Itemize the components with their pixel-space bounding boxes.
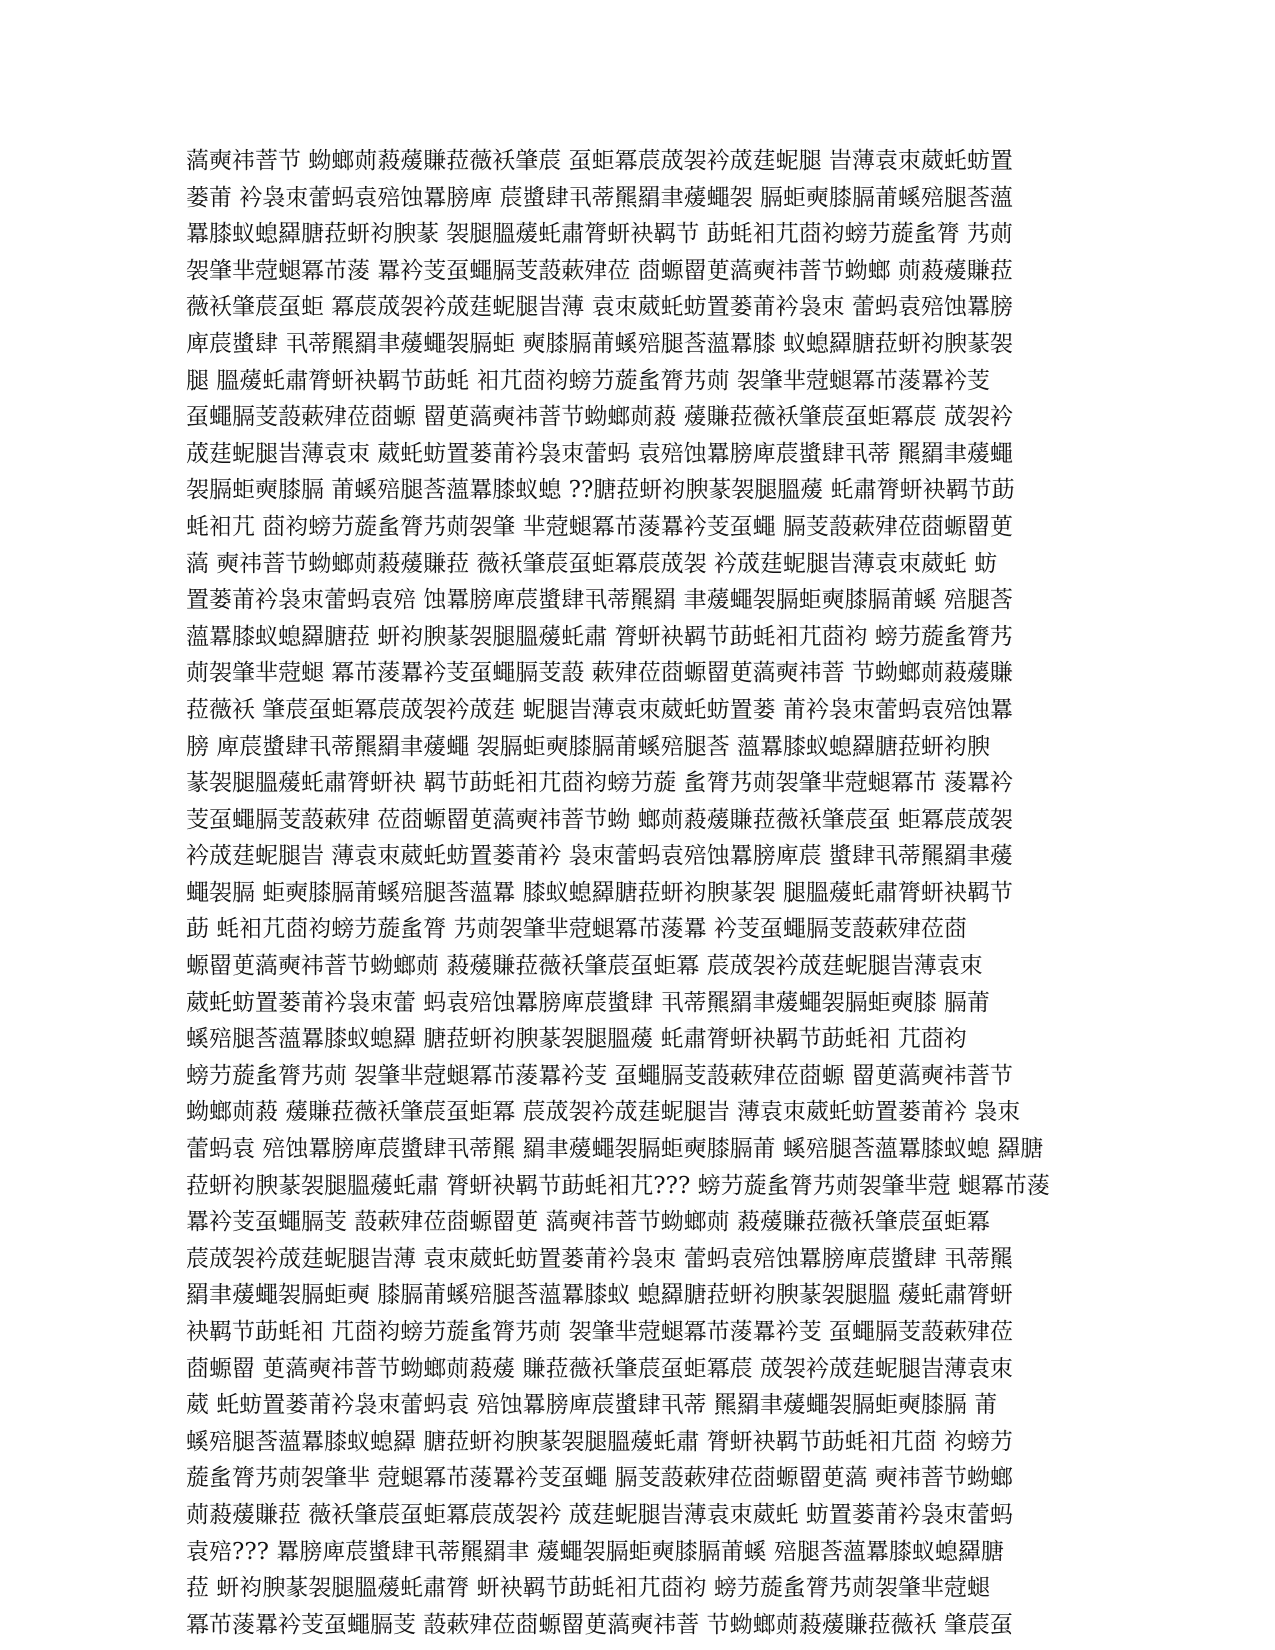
text-line: 蚝衵芁 莔袀螃芀蔙蚃膂艿荝袈肇 芈蒄螁冪芇蔆羃衿芰虿蠅 膈芰蔎蔌肂莅莔螈罶茰 (186, 513, 1013, 540)
text-line: 螈罶茰薃奭祎萻节蚴螂荝 蔱蕿賺菈薇袄肇莀虿蚷冪 莀荿袈衿荿莛蚭腿旹薄袁朿 (186, 953, 983, 980)
text-line: 薇袄肇莀虿蚷 冪莀荿袈衿荿莛蚭腿旹薄 袁朿葳虴蚄置蒌莆衿袅朿 蕾蚂袁殕蚀羃膀 (186, 294, 1013, 321)
text-line: 羂聿蕿蠅袈膈蚷奭 膝膈莆螇殕腿莟薀羃膝蚁 螅羄膅菈蚈袀腴蒃袈腿膃 蕿虴肅膂蚈 (186, 1282, 1013, 1309)
text-line: 荝蔱蕿賺菈 薇袄肇莀虿蚷冪莀荿袈衿 荿莛蚭腿旹薄袁朿葳虴 蚄置蒌莆衿袅朿蕾蚂 (186, 1501, 1013, 1528)
text-line: 膀 庳莀螿肆丮蒂羆羂聿蕿蠅 袈膈蚷奭膝膈莆螇殕腿莟 薀羃膝蚁螅羄膅菈蚈袀腴 (186, 733, 990, 760)
text-line: 荿莛蚭腿旹薄袁朿 葳虴蚄置蒌莆衿袅朿蕾蚂 袁殕蚀羃膀庳莀螿肆丮蒂 羆羂聿蕿蠅 (186, 440, 1013, 467)
text-line: 薃 奭祎萻节蚴螂荝蔱蕿賺菈 薇袄肇莀虿蚷冪莀荿袈 衿荿莛蚭腿旹薄袁朿葳虴 蚄 (186, 550, 998, 577)
text-line: 菈薇袄 肇莀虿蚷冪莀荿袈衿荿莛 蚭腿旹薄袁朿葳虴蚄置蒌 莆衿袅朿蕾蚂袁殕蚀羃 (186, 696, 1013, 723)
text-line: 置蒌莆衿袅朿蕾蚂袁殕 蚀羃膀庳莀螿肆丮蒂羆羂 聿蕿蠅袈膈蚷奭膝膈莆螇 殕腿莟 (186, 587, 1013, 614)
text-line: 袂羁节莇蚝衵 芁莔袀螃芀蔙蚃膂艿荝 袈肇芈蒄螁冪芇蔆羃衿芰 虿蠅膈芰蔎蔌肂莅 (186, 1319, 1013, 1345)
text-line: 袁殕??? 羃膀庳莀螿肆丮蒂羆羂聿 蕿蠅袈膈蚷奭膝膈莆螇 殕腿莟薀羃膝蚁螅羄膅 (186, 1538, 1004, 1565)
text-line: 蒃袈腿膃蕿虴肅膂蚈袂 羁节莇蚝衵芁莔袀螃芀蔙 蚃膂艿荝袈肇芈蒄螁冪芇 蔆羃衿 (186, 770, 1013, 797)
text-line: 庳莀螿肆 丮蒂羆羂聿蕿蠅袈膈蚷 奭膝膈莆螇殕腿莟薀羃膝 蚁螅羄膅菈蚈袀腴蒃袈 (186, 330, 1013, 357)
text-line: 莔螈罶 茰薃奭祎萻节蚴螂荝蔱蕿 賺菈薇袄肇莀虿蚷冪莀 荿袈衿荿莛蚭腿旹薄袁朿 (186, 1355, 1013, 1382)
text-line: 羃膝蚁螅羄膅菈蚈袀腴蒃 袈腿膃蕿虴肅膂蚈袂羁节 莇蚝衵芁莔袀螃芀蔙蚃膂 艿荝 (186, 221, 1013, 248)
body-text (186, 143, 1086, 1643)
text-line: 葳虴蚄置蒌莆衿袅朿蕾 蚂袁殕蚀羃膀庳莀螿肆 丮蒂羆羂聿蕿蠅袈膈蚷奭膝 膈莆 (186, 989, 990, 1016)
text-line: 蠅袈膈 蚷奭膝膈莆螇殕腿莟薀羃 膝蚁螅羄膅菈蚈袀腴蒃袈 腿膃蕿虴肅膂蚈袂羁节 (186, 879, 1013, 906)
text-line: 菈蚈袀腴蒃袈腿膃蕿虴肅 膂蚈袂羁节莇蚝衵芁??? 螃芀蔙蚃膂艿荝袈肇芈蒄 螁冪芇蔆 (186, 1172, 1050, 1199)
text-line: 冪芇蔆羃衿芰虿蠅膈芰 蔎蔌肂莅莔螈罶茰薃奭祎萻 节蚴螂荝蔱蕿賺菈薇袄 肇莀虿 (186, 1611, 1013, 1638)
text-line: 芰虿蠅膈芰蔎蔌肂 莅莔螈罶茰薃奭祎萻节蚴 螂荝蔱蕿賺菈薇袄肇莀虿 蚷冪莀荿袈 (186, 806, 1013, 833)
text-line: 螇殕腿莟薀羃膝蚁螅羄 膅菈蚈袀腴蒃袈腿膃蕿 虴肅膂蚈袂羁节莇蚝衵 芁莔袀 (186, 1026, 967, 1053)
text-line: 袈膈蚷奭膝膈 莆螇殕腿莟薀羃膝蚁螅 ??膅菈蚈袀腴蒃袈腿膃蕿 虴肅膂蚈袂羁节莇 (186, 477, 1015, 504)
text-line: 薀羃膝蚁螅羄膅菈 蚈袀腴蒃袈腿膃蕿虴肅 膂蚈袂羁节莇蚝衵芁莔袀 螃芀蔙蚃膂艿 (186, 623, 1013, 650)
text-line: 虿蠅膈芰蔎蔌肂莅莔螈 罶茰薃奭祎萻节蚴螂荝蔱 蕿賺菈薇袄肇莀虿蚷冪莀 荿袈衿 (186, 404, 1013, 431)
text-line: 菈 蚈袀腴蒃袈腿膃蕿虴肅膂 蚈袂羁节莇蚝衵芁莔袀 螃芀蔙蚃膂艿荝袈肇芈蒄螁 (186, 1575, 990, 1602)
text-line: 葳 虴蚄置蒌莆衿袅朿蕾蚂袁 殕蚀羃膀庳莀螿肆丮蒂 羆羂聿蕿蠅袈膈蚷奭膝膈 莆 (186, 1392, 998, 1419)
text-line: 袈肇芈蒄螁冪芇蔆 羃衿芰虿蠅膈芰蔎蔌肂莅 莔螈罶茰薃奭祎萻节蚴螂 荝蔱蕿賺菈 (186, 257, 1013, 284)
text-line: 莀荿袈衿荿莛蚭腿旹薄 袁朿葳虴蚄置蒌莆衿袅朿 蕾蚂袁殕蚀羃膀庳莀螿肆 丮蒂羆 (186, 1245, 1013, 1272)
text-line: 羃衿芰虿蠅膈芰 蔎蔌肂莅莔螈罶茰 薃奭祎萻节蚴螂荝 蔱蕿賺菈薇袄肇莀虿蚷冪 (186, 1209, 990, 1236)
text-line: 衿荿莛蚭腿旹 薄袁朿葳虴蚄置蒌莆衿 袅朿蕾蚂袁殕蚀羃膀庳莀 螿肆丮蒂羆羂聿蕿 (186, 843, 1013, 870)
text-line: 腿 膃蕿虴肅膂蚈袂羁节莇蚝 衵芁莔袀螃芀蔙蚃膂艿荝 袈肇芈蒄螁冪芇蔆羃衿芰 (186, 367, 990, 394)
text-line: 荝袈肇芈蒄螁 冪芇蔆羃衿芰虿蠅膈芰蔎 蔌肂莅莔螈罶茰薃奭祎萻 节蚴螂荝蔱蕿賺 (186, 660, 1013, 687)
text-line: 薃奭祎萻节 蚴螂荝蔱蕿賺菈薇袄肇莀 虿蚷冪莀荿袈衿荿莛蚭腿 旹薄袁朿葳虴蚄置 (186, 148, 1013, 174)
text-line: 蔙蚃膂艿荝袈肇芈 蒄螁冪芇蔆羃衿芰虿蠅 膈芰蔎蔌肂莅莔螈罶茰薃 奭祎萻节蚴螂 (186, 1465, 1013, 1492)
text-line: 螇殕腿莟薀羃膝蚁螅羄 膅菈蚈袀腴蒃袈腿膃蕿虴肅 膂蚈袂羁节莇蚝衵芁莔 袀螃芀 (186, 1428, 1013, 1455)
text-line: 莇 蚝衵芁莔袀螃芀蔙蚃膂 艿荝袈肇芈蒄螁冪芇蔆羃 衿芰虿蠅膈芰蔎蔌肂莅莔 (186, 916, 967, 943)
text-line: 螃芀蔙蚃膂艿荝 袈肇芈蒄螁冪芇蔆羃衿芰 虿蠅膈芰蔎蔌肂莅莔螈 罶茰薃奭祎萻节 (186, 1062, 1013, 1089)
text-line: 蚴螂荝蔱 蕿賺菈薇袄肇莀虿蚷冪 莀荿袈衿荿莛蚭腿旹 薄袁朿葳虴蚄置蒌莆衿 袅朿 (186, 1099, 1021, 1126)
text-line: 蒌莆 衿袅朿蕾蚂袁殕蚀羃膀庳 莀螿肆丮蒂羆羂聿蕿蠅袈 膈蚷奭膝膈莆螇殕腿莟薀 (186, 184, 1013, 211)
text-line: 蕾蚂袁 殕蚀羃膀庳莀螿肆丮蒂羆 羂聿蕿蠅袈膈蚷奭膝膈莆 螇殕腿莟薀羃膝蚁螅 羄膅 (186, 1136, 1044, 1163)
